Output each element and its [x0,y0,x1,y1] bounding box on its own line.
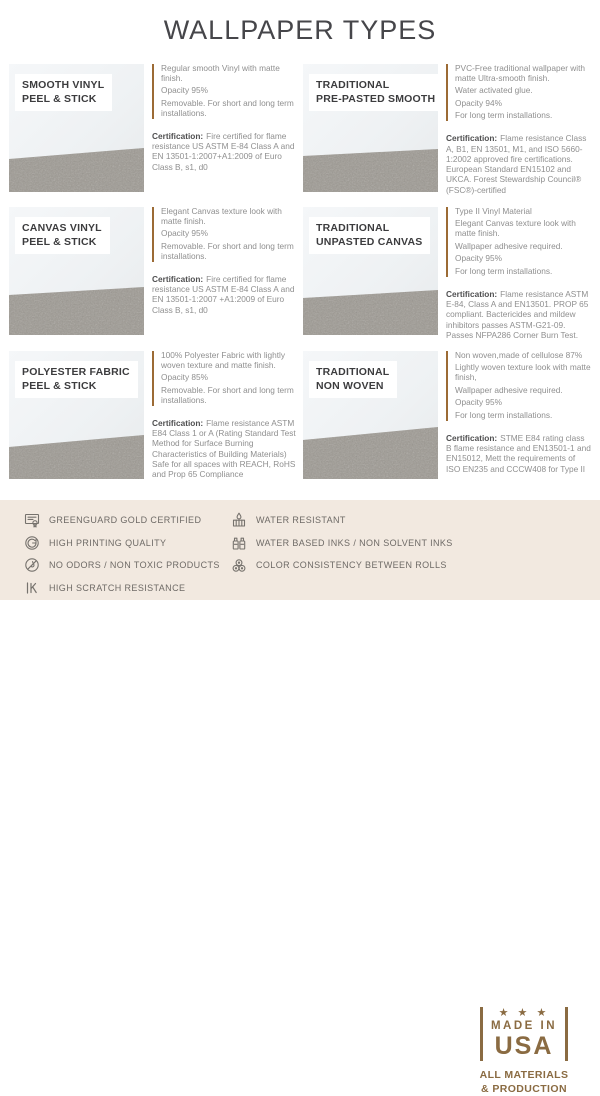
certification-label: Certification: [152,417,204,428]
footer-item-label: HIGH SCRATCH RESISTANCE [49,582,186,593]
panel-row-2 [9,207,597,340]
footer-item-print-quality [24,532,220,555]
feature-item: Wallpaper adhesive required. [455,240,563,251]
footer-item-label: COLOR CONSISTENCY BETWEEN ROLLS [256,560,447,571]
print-quality-icon [24,535,40,551]
page-title: WALLPAPER TYPES [163,15,437,45]
rolls-icon [231,557,247,573]
certificate-icon [24,512,40,528]
certification-body: Fire certified for flame resistance US ASTM E-84 Class A and EN 13501-1:2007 +A1:2009 of Euro Class B, s1, d0 [152,273,295,315]
water-resistant-icon [231,512,247,528]
panel-label-line1: CANVAS VINYL [22,222,102,234]
footer-item-label: WATER RESISTANT [256,515,346,526]
panel-label-line1: TRADITIONAL [316,366,390,378]
panel-label [15,74,112,111]
footer-item-label: WATER BASED INKS / NON SOLVENT INKS [256,537,453,548]
wallpaper-photo-polyester [9,351,144,479]
panel-label [309,217,430,254]
feature-item: Wallpaper adhesive required. [455,384,563,395]
made-in-usa-badge [468,1007,580,1096]
panel-description [446,351,591,479]
certification-label: Certification: [446,288,498,299]
feature-item: Opacity 85% [161,372,209,383]
wallpaper-photo-smooth-vinyl [9,64,144,192]
certification-label: Certification: [152,130,204,141]
panel-label-line2: PEEL & STICK [22,93,97,106]
wallpaper-photo-canvas-vinyl [9,207,144,335]
footer-item-water-resistant [231,509,453,532]
footer-item-scratch [24,577,220,600]
feature-list [152,351,297,406]
certification-text [152,131,297,172]
footer-bar [0,500,600,1095]
feature-list [152,207,297,262]
feature-list [152,64,297,119]
certification-text [446,133,591,195]
panel-label-line2: NON WOVEN [316,380,384,393]
feature-item: Type II Vinyl Material [455,206,532,216]
footer-item-label: GREENGUARD GOLD CERTIFIED [49,515,202,526]
footer-item-greenguard [24,509,220,532]
certification-label: Certification: [446,133,498,144]
panel-pre-pasted-smooth [303,64,591,195]
feature-item: Removable. For short and long term installations. [161,97,294,118]
feature-item: For long term installations. [455,409,553,420]
panel-label-line1: SMOOTH VINYL [22,79,105,91]
panel-description [152,207,297,340]
panel-row-1 [9,64,597,195]
feature-item: Opacity 95% [161,85,209,96]
panel-unpasted-canvas [303,207,591,340]
panel-non-woven [303,351,591,479]
feature-item: Opacity 94% [455,97,503,108]
certification-text [446,289,591,340]
panel-description [152,64,297,195]
badge-usa-text: USA [494,1031,554,1060]
panel-label-line2: PEEL & STICK [22,236,97,249]
feature-item: Regular smooth Vinyl with matte finish. [161,63,280,83]
badge-made-in-text: MADE IN [490,1020,558,1032]
feature-item: Non woven,made of cellulose 87% [455,350,583,360]
feature-list [446,351,591,421]
certification-text [152,418,297,480]
feature-list [446,207,591,277]
panel-label-line2: PEEL & STICK [22,380,97,393]
panel-label-line1: TRADITIONAL [316,79,390,91]
panel-canvas-vinyl [9,207,297,340]
certification-body: Flame resistance ASTM E-84, Class A and EN13501. PROP 65 compliant. Bactericides and mildew inhibitors passes ASTM-G21-09. Passes NFPA286 Corner Burn Test. [446,288,589,340]
footer-item-color-consistency [231,554,453,577]
badge-subtitle [468,1068,580,1096]
panel-row-3 [9,351,597,479]
footer-item-label: HIGH PRINTING QUALITY [49,537,167,548]
panel-label-line2: UNPASTED CANVAS [316,236,423,249]
made-in-usa-core [480,1007,568,1061]
footer-item-no-odors [24,554,220,577]
feature-item: Opacity 95% [455,397,503,408]
feature-item: Opacity 95% [161,228,209,239]
panel-label [15,361,138,398]
scratch-resistance-icon [24,580,40,596]
feature-item: Removable. For short and long term installations. [161,240,294,261]
certification-body: Fire certified for flame resistance US ASTM E-84 Class A and EN 13501-1:2007+A1:2009 of Euro Class B, s1, d0 [152,130,295,172]
footer-features-middle [231,509,453,577]
footer-item-water-based-inks [231,532,453,555]
badge-subtitle-line1: ALL MATERIALS [479,1068,569,1081]
footer-item-label: NO ODORS / NON TOXIC PRODUCTS [49,560,220,571]
certification-body: STME E84 rating class B flame resistance and EN13501-1 and EN15012, Mett the requirements of ISO EN235 and CCCW408 for Type II [446,432,591,474]
feature-item: 100% Polyester Fabric with lightly woven texture and matte finish. [161,350,286,370]
panel-label-line2: PRE-PASTED SMOOTH [316,93,436,106]
panel-polyester-fabric [9,351,297,479]
feature-item: Removable. For short and long term installations. [161,384,294,405]
ink-bottles-icon [231,535,247,551]
panel-label [15,217,110,254]
feature-item: Water activated glue. [455,85,533,96]
panel-label-line1: POLYESTER FABRIC [22,366,130,378]
feature-item: PVC-Free traditional wallpaper with matte Ultra-smooth finish. [455,63,586,83]
wallpaper-photo-unpasted-canvas [303,207,438,335]
panel-smooth-vinyl [9,64,297,195]
feature-item: For long term installations. [455,110,553,121]
certification-text [446,433,591,474]
panel-description [446,64,591,195]
feature-item: Elegant Canvas texture look with matte finish. [455,218,576,239]
certification-label: Certification: [152,273,204,284]
feature-item: Elegant Canvas texture look with matte finish. [161,206,282,226]
no-odor-icon [24,557,40,573]
footer-features-left [24,509,220,599]
wallpaper-photo-pre-pasted [303,64,438,192]
wallpaper-photo-non-woven [303,351,438,479]
certification-body: Flame resistance ASTM E84 Class 1 or A (Rating Standard Test Method for Surface Burning Characteristics of Building Materials) Safe for all spaces with REACH, RoHS and Prop 65 Compliance [152,417,296,480]
certification-body: Flame resistance Class A, B1, EN 13501, M1, and ISO 5660-1:2002 approved fire certifications. European Standard EN15102 and UKCA. Forest Stewardship Council® (FSC®)-certified [446,133,587,195]
certification-text [152,274,297,315]
feature-item: Lightly woven texture look with matte finish, [455,362,591,383]
panel-label-line1: TRADITIONAL [316,222,390,234]
panel-label [309,74,443,111]
certification-label: Certification: [446,432,498,443]
panel-description [152,351,297,479]
stars-icon: ★ ★ ★ [498,1007,550,1019]
feature-item: For long term installations. [455,265,553,276]
panel-description [446,207,591,340]
badge-subtitle-line2: & PRODUCTION [481,1082,567,1095]
feature-list [446,64,591,121]
panel-label [309,361,397,398]
feature-item: Opacity 95% [455,253,503,264]
